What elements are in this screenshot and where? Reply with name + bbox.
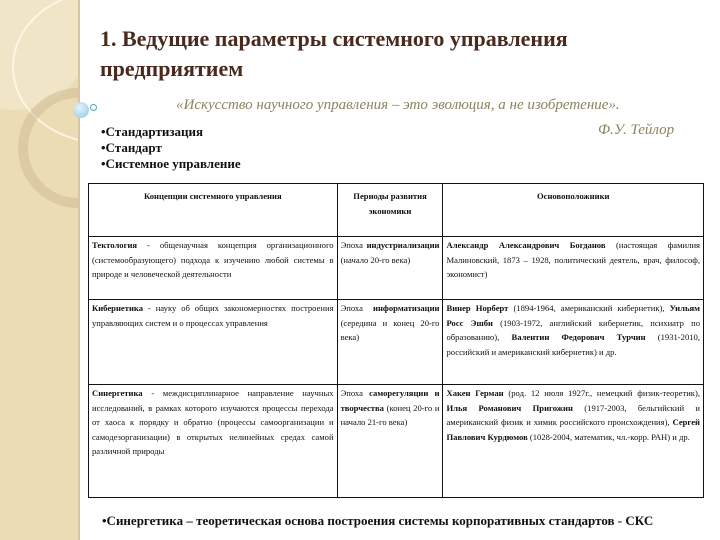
cell-text: (середина и конец 20-го века) [340, 317, 440, 342]
cell-text: Эпоха [340, 303, 374, 313]
cell-text: - междисциплинарное направление научных исследований, в рамках которого изучаются процессы перехода от хаоса к порядку и обратно (процессы самоорганизации и самодезорганизации) в открытых нелинейных средах самой различной природы [92, 388, 334, 456]
cell-text: - общенаучная концепция организационного (системообразующего) подхода к изучению любой системы в природе и человеческой деятельности [92, 240, 334, 279]
cell-text: (1931-2010, российский и американский кибернетик) и др. [446, 332, 700, 357]
cell-text: (конец 20-го и начало 21-го века) [340, 402, 440, 427]
cell-period [337, 385, 443, 498]
cell-text: - науку об общих закономерностях построения управляющих систем и о процессах управления [92, 303, 334, 328]
cell-text: (настоящая фамилия Малиновский, 1873 – 1928, политический деятель, врач, философ, экономист) [446, 240, 700, 279]
bold-term: Сергей Павлович Курдюмов [446, 417, 700, 442]
table-row [89, 300, 704, 385]
bold-term: Тектология [92, 240, 138, 250]
bold-term: Валентин Федорович Турчин [511, 332, 646, 342]
quote: «Искусство научного управления – это эволюция, а не изобретение». [176, 97, 620, 113]
cell-text: (начало 20-го века) [340, 254, 411, 265]
slide-title: 1. Ведущие параметры системного управления предприятием [100, 26, 568, 81]
cell-founders [443, 237, 704, 300]
decorative-small-circle-icon [90, 104, 97, 111]
table-row [89, 385, 704, 498]
cell-period [337, 300, 443, 385]
table-row [89, 237, 704, 300]
header-founders: Основоположники [443, 184, 704, 237]
cell-text: (род. 12 июля 1927г., немецкий физик-теоретик), [503, 388, 700, 398]
decorative-sidebar [0, 0, 80, 540]
bold-term: саморегуляции и творчества [340, 388, 440, 413]
bullet-item: •Стандартизация [101, 124, 204, 139]
bold-term: Кибернетика [92, 303, 144, 313]
header-concept: Концепции системного управления [89, 184, 338, 237]
cell-concept [89, 300, 338, 385]
bullet-list [101, 124, 241, 172]
bullet-item: •Стандарт [101, 140, 162, 155]
bold-term: Синергетика [92, 388, 143, 398]
cell-founders [443, 300, 704, 385]
cell-text: (1903-1972, английский кибернетик, психиатр по образованию), [446, 317, 700, 342]
bold-term: Винер Норберт [446, 303, 509, 313]
cell-text: (1894-1964, американский кибернетик), [508, 303, 670, 313]
bold-term: информатизации [373, 303, 440, 313]
header-period: Периоды развития экономики [337, 184, 443, 237]
bold-term: Хакен Герман [446, 388, 504, 398]
table-header-row [89, 184, 704, 237]
footer-note: •Синергетика – теоретическая основа построения системы корпоративных стандартов - СКС [102, 513, 654, 528]
cell-text: (1028-2004, математик, чл.-корр. РАН) и др. [527, 431, 690, 442]
cell-concept [89, 237, 338, 300]
cell-founders [443, 385, 704, 498]
quote-author: Ф.У. Тейлор [598, 122, 675, 138]
bold-term: Уильям Росс Эшби [446, 303, 700, 328]
cell-text: (1917-2003, бельгийский и американский физик и химик российского происхождения), [446, 402, 701, 427]
bold-term: Александр Александрович Богданов [446, 240, 606, 250]
bold-term: Илья Романович Пригожин [446, 402, 573, 413]
cell-text: Эпоха [340, 388, 370, 398]
concepts-table [88, 183, 704, 498]
bold-term: индустриализации [366, 240, 440, 250]
cell-period [337, 237, 443, 300]
cell-concept [89, 385, 338, 498]
cell-text: Эпоха [340, 240, 367, 250]
bullet-item: •Системное управление [101, 156, 241, 171]
decorative-bubble-icon [73, 102, 89, 118]
